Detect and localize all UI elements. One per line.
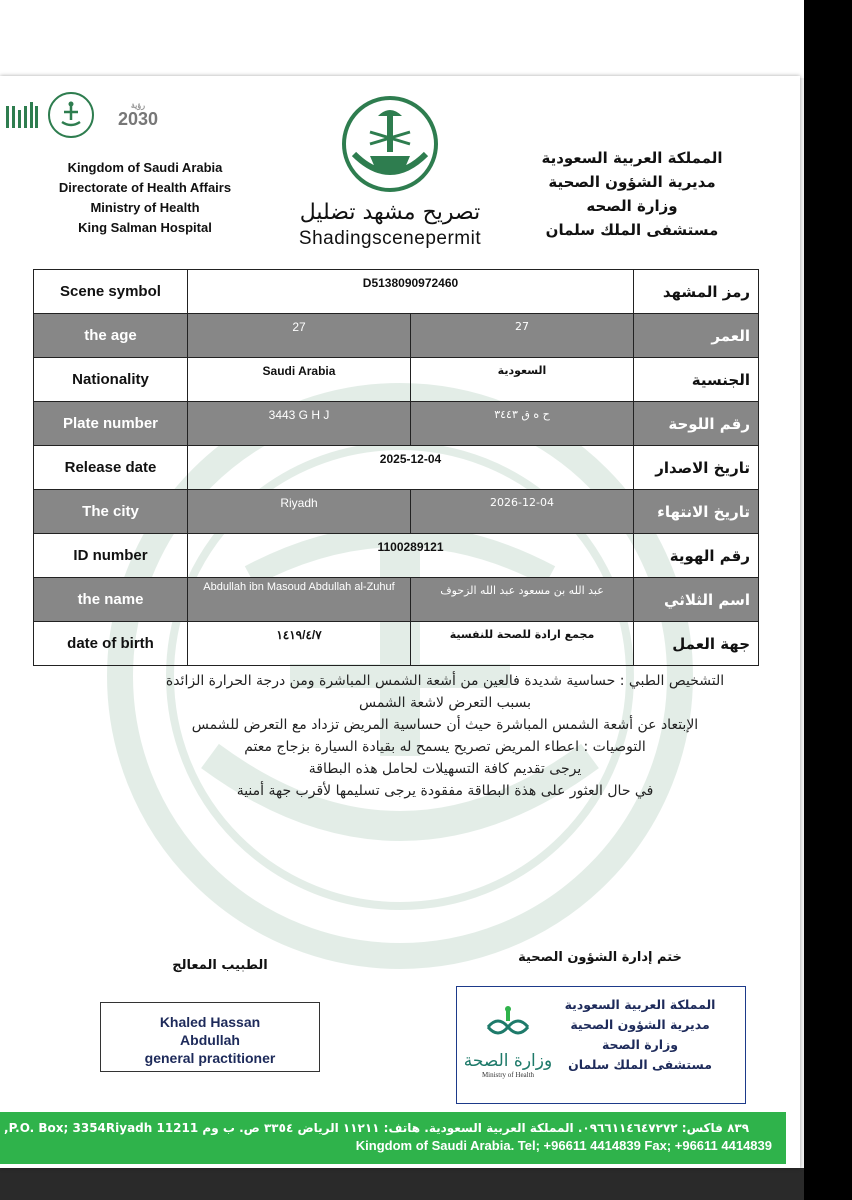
row-label-en: ID number (34, 534, 188, 578)
row-label-en: Scene symbol (34, 270, 188, 314)
ministry-of-health-logo (463, 1005, 553, 1095)
doctor-name-cont: Abdullah (180, 1032, 240, 1048)
age-value-en: 27 (188, 314, 411, 358)
table-row (34, 534, 759, 578)
diagnosis-text (120, 670, 770, 802)
id-number-value: 1100289121 (188, 534, 634, 578)
permit-document (0, 76, 800, 1168)
name-value-en: Abdullah ibn Masoud Abdullah al-Zuhuf (188, 578, 411, 622)
arabic-header (512, 146, 752, 242)
stamp-line: المملكة العربية السعودية (564, 997, 716, 1012)
row-label-ar: رقم الهوية (634, 534, 759, 578)
english-header (40, 158, 250, 238)
header-en-line: Directorate of Health Affairs (58, 180, 232, 195)
row-label-en: Plate number (34, 402, 188, 446)
header-en-line: Ministry of Health (90, 200, 200, 215)
table-row (34, 578, 759, 622)
table-row (34, 270, 759, 314)
permit-info-table (33, 269, 759, 666)
barcode-logo-icon (4, 100, 40, 130)
row-label-ar: رمز المشهد (634, 270, 759, 314)
row-label-ar: تاريخ الاصدار (634, 446, 759, 490)
diagnosis-line: التوصيات : اعطاء المريض تصريح يسمح له بقيادة السيارة بزجاج معتم (244, 739, 646, 755)
header-en-line: King Salman Hospital (78, 220, 212, 235)
saudi-emblem-icon (340, 94, 440, 194)
diagnosis-line: بسبب التعرض لاشعة الشمس (358, 695, 532, 711)
table-row (34, 446, 759, 490)
scan-margin (0, 0, 804, 78)
employer-value: مجمع ارادة للصحة للنفسية (411, 622, 634, 666)
table-row (34, 358, 759, 402)
table-row (34, 622, 759, 666)
stamp-line: وزارة الصحة (601, 1037, 679, 1052)
permit-title-arabic: تصريح مشهد تضليل (299, 200, 481, 225)
header-ar-line: مستشفى الملك سلمان (545, 221, 719, 239)
row-label-en: Release date (34, 446, 188, 490)
nationality-value-en: Saudi Arabia (188, 358, 411, 402)
plate-value-en: 3443 G H J (188, 402, 411, 446)
row-label-en: the name (34, 578, 188, 622)
birth-date-value: ١٤١٩/٤/٧ (188, 622, 411, 666)
nationality-value-ar: السعودية (411, 358, 634, 402)
scene-symbol-value: D5138090972460 (188, 270, 634, 314)
row-label-en: the age (34, 314, 188, 358)
table-row (34, 490, 759, 534)
stamp-line: مديرية الشؤون الصحية (570, 1017, 710, 1032)
stamp-line: مستشفى الملك سلمان (568, 1057, 712, 1072)
doctor-stamp (100, 1002, 320, 1072)
health-affairs-stamp (456, 986, 746, 1104)
header-ar-line: مديرية الشؤون الصحية (548, 173, 716, 191)
header-en-line: Kingdom of Saudi Arabia (67, 160, 223, 175)
header-ar-line: وزارة الصحه (586, 197, 678, 215)
moh-symbol-icon (484, 1005, 532, 1045)
row-label-en: Nationality (34, 358, 188, 402)
city-value: Riyadh (188, 490, 411, 534)
diagnosis-line: في حال العثور على هذة البطاقة مفقودة يرجى تسليمها لأقرب جهة أمنية (236, 783, 654, 799)
scan-edge (804, 0, 852, 1200)
name-value-ar: عبد الله بن مسعود عبد الله الزحوف (411, 578, 634, 622)
scan-bottom-edge (0, 1168, 804, 1200)
vision-2030-logo: رؤية 2030 (117, 101, 159, 129)
contact-footer (0, 1112, 786, 1164)
row-label-en: The city (34, 490, 188, 534)
expiry-date-value: 2026-12-04 (411, 490, 634, 534)
stamp-text (555, 995, 725, 1075)
table-row (34, 402, 759, 446)
moh-logo-english: Ministry of Health (481, 1071, 535, 1079)
row-label-ar: العمر (634, 314, 759, 358)
row-label-ar: تاريخ الانتهاء (634, 490, 759, 534)
row-label-ar: رقم اللوحة (634, 402, 759, 446)
doctor-title: general practitioner (144, 1050, 276, 1066)
header-ar-line: المملكة العربية السعودية (541, 149, 723, 167)
footer-line-1: ٨٣٩ فاكس: ٠٩٦٦١١٤٦٤٧٢٧٢. المملكة العربية السعودية. هاتف: ١١٢١١ الرياض ٣٣٥٤ ص. ب وم P.O. Box; 3354Riyadh 11211, (4, 1121, 750, 1135)
row-label-ar: اسم الثلاثي (634, 578, 759, 622)
release-date-value: 2025-12-04 (188, 446, 634, 490)
permit-title-english: Shadingscenepermit (298, 228, 482, 249)
diagnosis-line: الإبتعاد عن أشعة الشمس المباشرة حيث أن حساسية المريض تزداد مع التعرض للشمس (191, 717, 699, 733)
moh-logo-arabic: وزارة الصحة (463, 1051, 553, 1071)
ministry-emblem-icon (48, 92, 94, 138)
health-affairs-stamp-label: ختم إدارة الشؤون الصحية (518, 950, 682, 965)
diagnosis-line: التشخيص الطبي : حساسية شديدة فالعين من أشعة الشمس المباشرة ومن درجة الحرارة الزائدة (165, 673, 725, 689)
header-logos (4, 90, 174, 140)
doctor-name: Khaled Hassan (159, 1014, 261, 1030)
table-row (34, 314, 759, 358)
footer-line-2: Kingdom of Saudi Arabia. Tel; +96611 4414839 Fax; +96611 4414839 (355, 1138, 772, 1153)
row-label-en: date of birth (34, 622, 188, 666)
plate-value-ar: ح ه ق ٣٤٤٣ (411, 402, 634, 446)
row-label-ar: جهة العمل (634, 622, 759, 666)
treating-doctor-label: الطبيب المعالج (172, 958, 268, 973)
age-value-ar: 27 (411, 314, 634, 358)
diagnosis-line: يرجى تقديم كافة التسهيلات لحامل هذه البطاقة (308, 761, 582, 777)
row-label-ar: الجنسية (634, 358, 759, 402)
